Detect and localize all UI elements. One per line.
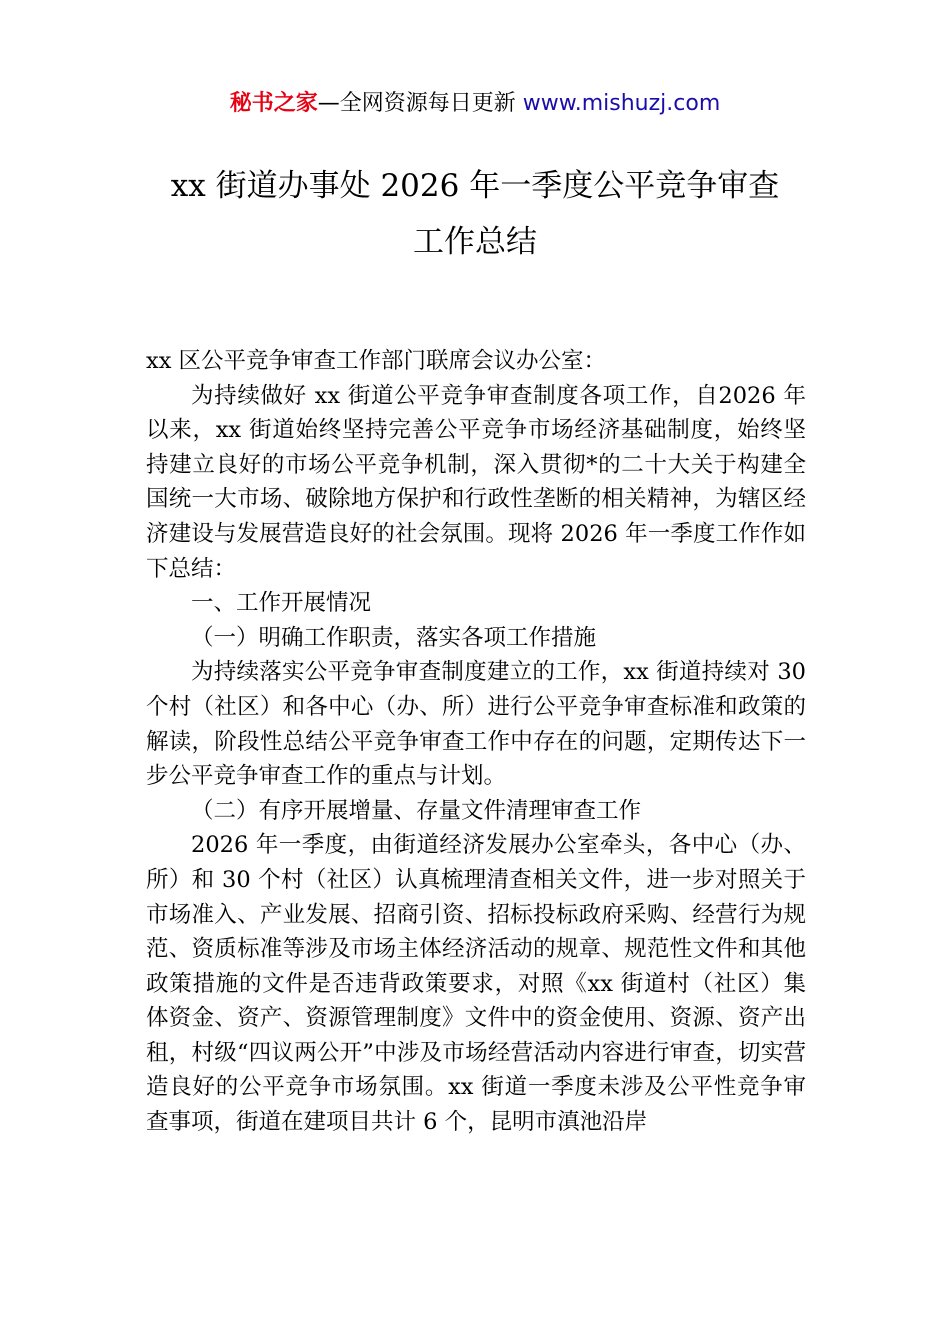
document-title-line-1: xx 街道办事处 2026 年一季度公平竞争审查	[170, 168, 780, 204]
salutation: xx 区公平竞争审查工作部门联席会议办公室：	[146, 348, 607, 374]
document-title	[100, 158, 850, 270]
paragraph-intro: 为持续做好 xx 街道公平竞争审查制度各项工作，自2026 年以来，xx 街道始终坚持完善公平竞争市场经济基础制度，始终坚持建立良好的市场公平竞争机制，深入贯彻*的二十大关于构建全国统一大市场、破除地方保护和行政性垄断的相关精神，为辖区经济建设与发展营造良好的社会氛围。现将 2026 年一季度工作作如下总结：	[146, 382, 806, 582]
document-body	[146, 344, 806, 1140]
paragraph-subsection-2: 2026 年一季度，由街道经济发展办公室牵头，各中心（办、所）和 30 个村（社区）认真梳理清查相关文件，进一步对照关于市场准入、产业发展、招商引资、招标投标政府采购、经营行为规范、资质标准等涉及市场主体经济活动的规章、规范性文件和其他政策措施的文件是否违背政策要求，对照《xx 街道村（社区）集体资金、资产、资源管理制度》文件中的资金使用、资源、资产出租，村级“四议两公开”中涉及市场经营活动内容进行审查，切实营造良好的公平竞争市场氛围。xx 街道一季度未涉及公平性竞争审查事项，街道在建项目共计 6 个，昆明市滇池沿岸	[146, 832, 806, 1136]
site-brand: 秘书之家	[229, 91, 318, 116]
document-title-line-2: 工作总结	[413, 224, 537, 260]
section-heading-1: 一、工作开展情况	[191, 590, 372, 617]
site-header	[0, 88, 950, 120]
subsection-heading-2: （二）有序开展增量、存量文件清理审查工作	[191, 797, 642, 824]
site-tagline: —全网资源每日更新	[317, 91, 523, 116]
site-url-link[interactable]: www.mishuzj.com	[522, 91, 721, 116]
paragraph-subsection-1: 为持续落实公平竞争审查制度建立的工作，xx 街道持续对 30 个村（社区）和各中心（办、所）进行公平竞争审查标准和政策的解读，阶段性总结公平竞争审查工作中存在的问题，定期传达下一步公平竞争审查工作的重点与计划。	[146, 659, 806, 790]
subsection-heading-1: （一）明确工作职责，落实各项工作措施	[191, 624, 597, 651]
